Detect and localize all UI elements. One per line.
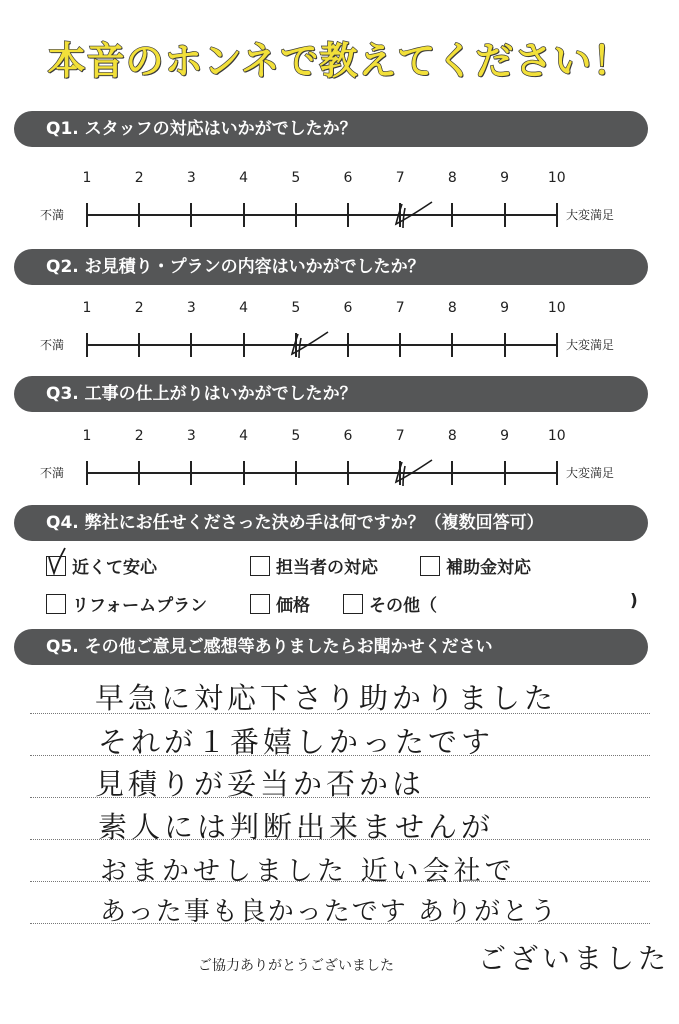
- handwritten-line: 見積りが妥当か否かは: [95, 767, 426, 801]
- scale-number: 9: [500, 300, 510, 316]
- scale-tick[interactable]: [86, 333, 88, 357]
- scale-number: 1: [82, 300, 92, 316]
- q1-right-label: 大変満足: [566, 208, 615, 222]
- scale-number: 2: [134, 428, 144, 444]
- checkbox-nearby[interactable]: [46, 556, 66, 576]
- q5-question-bar: Q5. その他ご意見ご感想等ありましたらお聞かせください: [14, 629, 648, 665]
- scale-number: 5: [291, 300, 301, 316]
- scale-number: 4: [239, 300, 249, 316]
- scale-number: 4: [239, 170, 249, 186]
- survey-title: 本音のホンネで教えてください！: [47, 39, 632, 83]
- option-price[interactable]: [250, 591, 310, 616]
- option-label: 担当者の対応: [276, 558, 378, 578]
- scale-number: 4: [239, 428, 249, 444]
- scale-number: 5: [291, 170, 301, 186]
- scale-number: 7: [395, 428, 405, 444]
- option-nearby[interactable]: [46, 553, 157, 578]
- scale-tick[interactable]: [86, 203, 88, 227]
- option-label: 補助金対応: [446, 558, 531, 578]
- scale-tick[interactable]: [86, 461, 88, 485]
- scale-tick[interactable]: [347, 333, 349, 357]
- option-label: リフォームプラン: [72, 596, 208, 616]
- scale-number: 10: [547, 428, 566, 444]
- scale-tick[interactable]: [138, 461, 140, 485]
- scale-tick[interactable]: [504, 203, 506, 227]
- q3-scale-line: [87, 472, 557, 474]
- scale-tick[interactable]: [504, 333, 506, 357]
- checkbox-plan[interactable]: [46, 594, 66, 614]
- q2-right-label: 大変満足: [566, 338, 615, 352]
- handwritten-line: ございました: [478, 942, 671, 975]
- option-staff[interactable]: [250, 553, 378, 578]
- scale-tick[interactable]: [138, 203, 140, 227]
- check-mark-icon: [45, 547, 69, 575]
- scale-number: 10: [547, 170, 566, 186]
- scale-number: 8: [447, 170, 457, 186]
- checkbox-other[interactable]: [343, 594, 363, 614]
- scale-number: 3: [186, 300, 196, 316]
- scale-number: 6: [343, 170, 353, 186]
- q3-left-label: 不満: [40, 466, 65, 480]
- scale-tick[interactable]: [295, 461, 297, 485]
- scale-tick[interactable]: [243, 333, 245, 357]
- scale-tick[interactable]: [138, 333, 140, 357]
- scale-number: 6: [343, 428, 353, 444]
- scale-number: 3: [186, 170, 196, 186]
- scale-tick[interactable]: [504, 461, 506, 485]
- scale-tick[interactable]: [399, 333, 401, 357]
- scale-tick[interactable]: [556, 461, 558, 485]
- q3-question-bar: Q3. 工事の仕上がりはいかがでしたか？: [14, 376, 648, 412]
- option-label: 価格: [276, 596, 310, 616]
- q3-scale: [0, 428, 679, 498]
- scale-number: 3: [186, 428, 196, 444]
- scale-number: 8: [447, 300, 457, 316]
- q1-question-bar: Q1. スタッフの対応はいかがでしたか？: [14, 111, 648, 147]
- scale-number: 2: [134, 300, 144, 316]
- scale-tick[interactable]: [451, 203, 453, 227]
- scale-number: 8: [447, 428, 457, 444]
- scale-number: 2: [134, 170, 144, 186]
- scale-number: 9: [500, 170, 510, 186]
- checkbox-subsidy[interactable]: [420, 556, 440, 576]
- handwritten-line: おまかせしました 近い会社で: [100, 856, 516, 887]
- option-other[interactable]: [343, 591, 437, 616]
- q2-question-bar: Q2. お見積り・プランの内容はいかがでしたか？: [14, 249, 648, 285]
- scale-tick[interactable]: [190, 461, 192, 485]
- q1-scale-line: [87, 214, 557, 216]
- scale-number: 7: [395, 170, 405, 186]
- scale-number: 1: [82, 428, 92, 444]
- check-mark-icon: [288, 328, 334, 364]
- scale-tick[interactable]: [190, 333, 192, 357]
- q2-scale: [0, 300, 679, 370]
- check-mark-icon: [392, 198, 438, 234]
- checkbox-price[interactable]: [250, 594, 270, 614]
- option-label: その他（: [369, 596, 437, 616]
- scale-tick[interactable]: [190, 203, 192, 227]
- handwritten-line: それが１番嬉しかったです: [98, 725, 495, 759]
- thank-you-footer: ご協力ありがとうございました: [198, 958, 394, 974]
- scale-tick[interactable]: [556, 203, 558, 227]
- other-close-paren: ): [630, 591, 638, 611]
- q1-left-label: 不満: [40, 208, 65, 222]
- scale-number: 1: [82, 170, 92, 186]
- handwritten-line: 素人には判断出来ませんが: [98, 810, 495, 844]
- scale-tick[interactable]: [347, 461, 349, 485]
- option-subsidy[interactable]: [420, 553, 531, 578]
- q4-question-bar: Q4. 弊社にお任せくださった決め手は何ですか？（複数回答可）: [14, 505, 648, 541]
- scale-tick[interactable]: [451, 333, 453, 357]
- scale-tick[interactable]: [347, 203, 349, 227]
- scale-tick[interactable]: [451, 461, 453, 485]
- scale-tick[interactable]: [556, 333, 558, 357]
- check-mark-icon: [392, 456, 438, 492]
- scale-number: 9: [500, 428, 510, 444]
- scale-tick[interactable]: [295, 203, 297, 227]
- option-label: 近くて安心: [72, 558, 157, 578]
- scale-tick[interactable]: [243, 203, 245, 227]
- q1-scale: [0, 170, 679, 240]
- handwritten-line: あった事も良かったです ありがとう: [100, 897, 559, 927]
- handwritten-line: 早急に対応下さり助かりました: [95, 681, 558, 715]
- option-plan[interactable]: [46, 591, 207, 616]
- checkbox-staff[interactable]: [250, 556, 270, 576]
- scale-tick[interactable]: [243, 461, 245, 485]
- q2-left-label: 不満: [40, 338, 65, 352]
- scale-number: 5: [291, 428, 301, 444]
- scale-number: 6: [343, 300, 353, 316]
- q3-right-label: 大変満足: [566, 466, 615, 480]
- scale-number: 7: [395, 300, 405, 316]
- scale-number: 10: [547, 300, 566, 316]
